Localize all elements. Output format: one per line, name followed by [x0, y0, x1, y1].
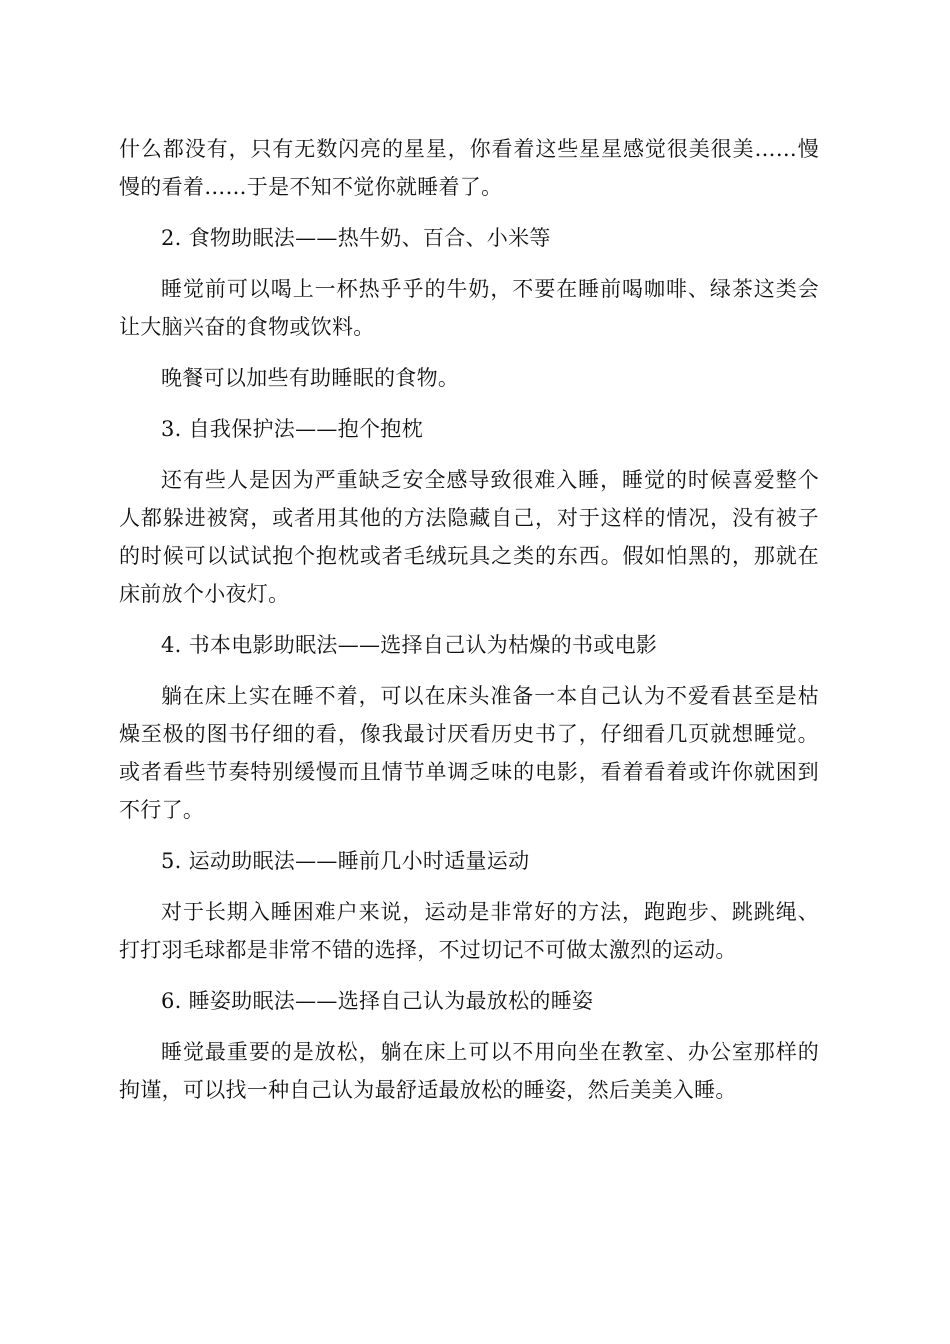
heading-book-movie-method: 4. 书本电影助眠法——选择自己认为枯燥的书或电影 — [161, 633, 658, 657]
heading-sleep-posture-method: 6. 睡姿助眠法——选择自己认为最放松的睡姿 — [161, 989, 594, 1013]
document-body — [119, 130, 819, 1122]
paragraph-relax-posture: 睡觉最重要的是放松，躺在床上可以不用向坐在教室、办公室那样的拘谨，可以找一种自己认为最舒适最放松的睡姿，然后美美入睡。 — [119, 1040, 819, 1102]
heading-food-method: 2. 食物助眠法——热牛奶、百合、小米等 — [161, 226, 551, 250]
heading-exercise-method: 5. 运动助眠法——睡前几小时适量运动 — [161, 849, 530, 873]
paragraph-boring-book: 躺在床上实在睡不着，可以在床头准备一本自己认为不爱看甚至是枯燥至极的图书仔细的看，像我最讨厌看历史书了，仔细看几页就想睡觉。或者看些节奏特别缓慢而且情节单调乏味的电影，看着看着或许你就困到不行了。 — [119, 684, 819, 822]
paragraph-dinner-food: 晚餐可以加些有助睡眠的食物。 — [161, 366, 460, 390]
paragraph-warm-milk: 睡觉前可以喝上一杯热乎乎的牛奶，不要在睡前喝咖啡、绿茶这类会让大脑兴奋的食物或饮料。 — [119, 277, 819, 339]
heading-self-protection-method: 3. 自我保护法——抱个抱枕 — [161, 417, 423, 441]
paragraph-starry-sky-continued: 什么都没有，只有无数闪亮的星星，你看着这些星星感觉很美很美……慢慢的看着……于是不知不觉你就睡着了。 — [119, 137, 819, 199]
paragraph-exercise: 对于长期入睡困难户来说，运动是非常好的方法，跑跑步、跳跳绳、打打羽毛球都是非常不错的选择，不过切记不可做太激烈的运动。 — [119, 900, 819, 962]
paragraph-hug-pillow: 还有些人是因为严重缺乏安全感导致很难入睡，睡觉的时候喜爱整个人都躲进被窝，或者用其他的方法隐藏自己，对于这样的情况，没有被子的时候可以试试抱个抱枕或者毛绒玩具之类的东西。假如怕黑的，那就在床前放个小夜灯。 — [119, 468, 819, 606]
